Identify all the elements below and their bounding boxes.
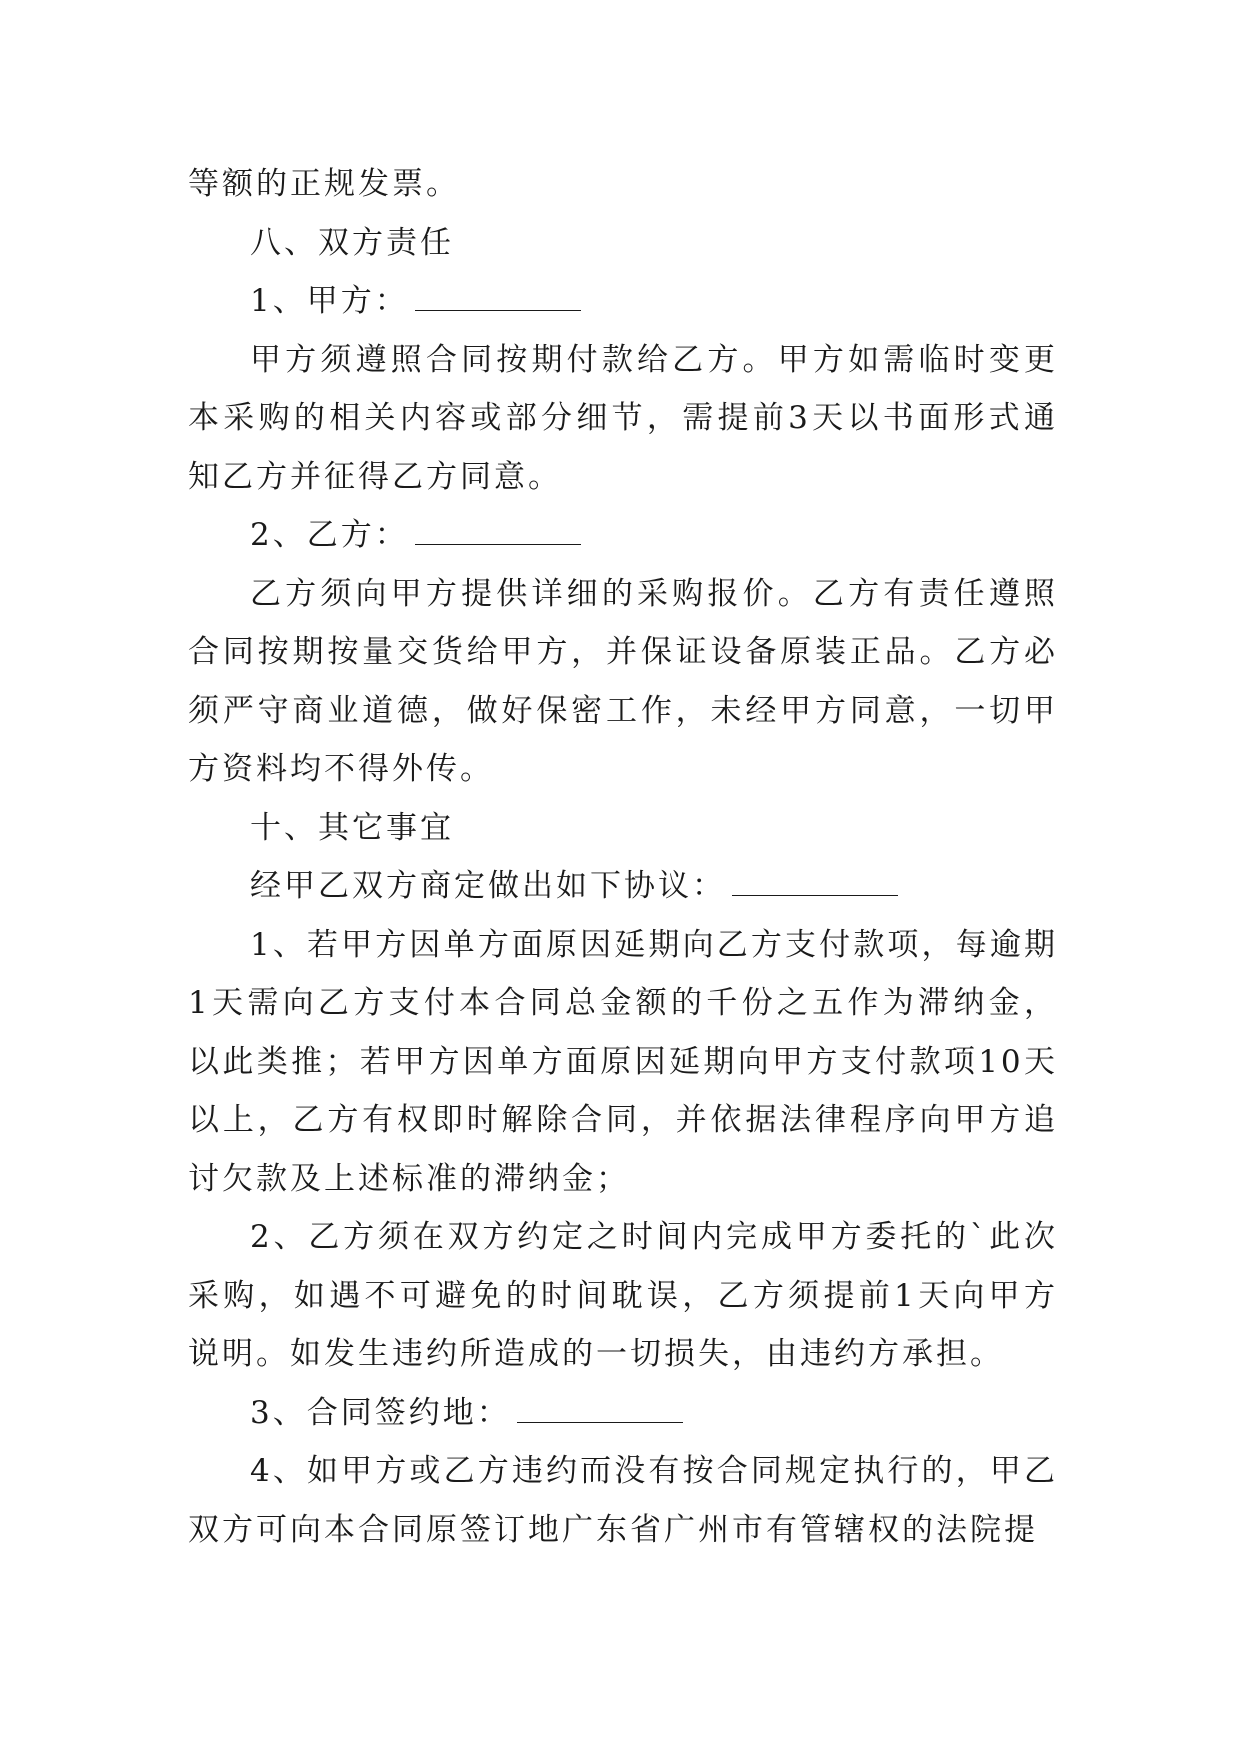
clause-1-text: 1、若甲方因单方面原因延期向乙方支付款项，每逾期1天需向乙方支付本合同总金额的千份之五作为滞纳金，以此类推；若甲方因单方面原因延期向甲方支付款项10天以上，乙方有权即时解除合同，并依据法律程序向甲方追讨欠款及上述标准的滞纳金； <box>188 926 1058 1197</box>
agreement-label: 经甲乙双方商定做出如下协议： <box>250 868 726 904</box>
clause-4 <box>188 1442 1058 1559</box>
paragraph-1-text: 等额的正规发票。 <box>188 166 460 202</box>
party-a-blank <box>415 288 581 311</box>
party-b-blank <box>415 522 581 545</box>
clause-3-signing-place <box>188 1384 1058 1443</box>
party-a-line <box>188 272 1058 331</box>
party-a-duties-text: 甲方须遵照合同按期付款给乙方。甲方如需临时变更本采购的相关内容或部分细节，需提前3天以书面形式通知乙方并征得乙方同意。 <box>188 341 1058 495</box>
section-heading-responsibilities <box>188 214 1058 273</box>
section-heading-text: 十、其它事宜 <box>250 809 454 846</box>
section-heading-text: 八、双方责任 <box>250 224 454 261</box>
document-page <box>188 155 1058 1559</box>
party-b-duties-text: 乙方须向甲方提供详细的采购报价。乙方有责任遵照合同按期按量交货给甲方，并保证设备原装正品。乙方必须严守商业道德，做好保密工作，未经甲方同意，一切甲方资料均不得外传。 <box>188 575 1058 787</box>
clause-2-text: 2、乙方须在双方约定之时间内完成甲方委托的`此次采购，如遇不可避免的时间耽误，乙方须提前1天向甲方说明。如发生违约所造成的一切损失，由违约方承担。 <box>188 1219 1058 1372</box>
paragraph-1 <box>188 155 1058 214</box>
agreement-blank <box>732 873 898 896</box>
party-b-line <box>188 506 1058 565</box>
signing-place-blank <box>517 1400 683 1423</box>
agreement-line <box>188 857 1058 916</box>
party-b-duties <box>188 565 1058 799</box>
party-a-duties <box>188 331 1058 507</box>
party-b-label: 2、乙方： <box>250 517 409 553</box>
section-heading-other-matters <box>188 799 1058 858</box>
clause-1 <box>188 916 1058 1209</box>
clause-4-text: 4、如甲方或乙方违约而没有按合同规定执行的，甲乙双方可向本合同原签订地广东省广州市有管辖权的法院提 <box>188 1453 1058 1548</box>
clause-2 <box>188 1208 1058 1384</box>
party-a-label: 1、甲方： <box>250 283 409 319</box>
signing-place-label: 3、合同签约地： <box>250 1394 511 1431</box>
